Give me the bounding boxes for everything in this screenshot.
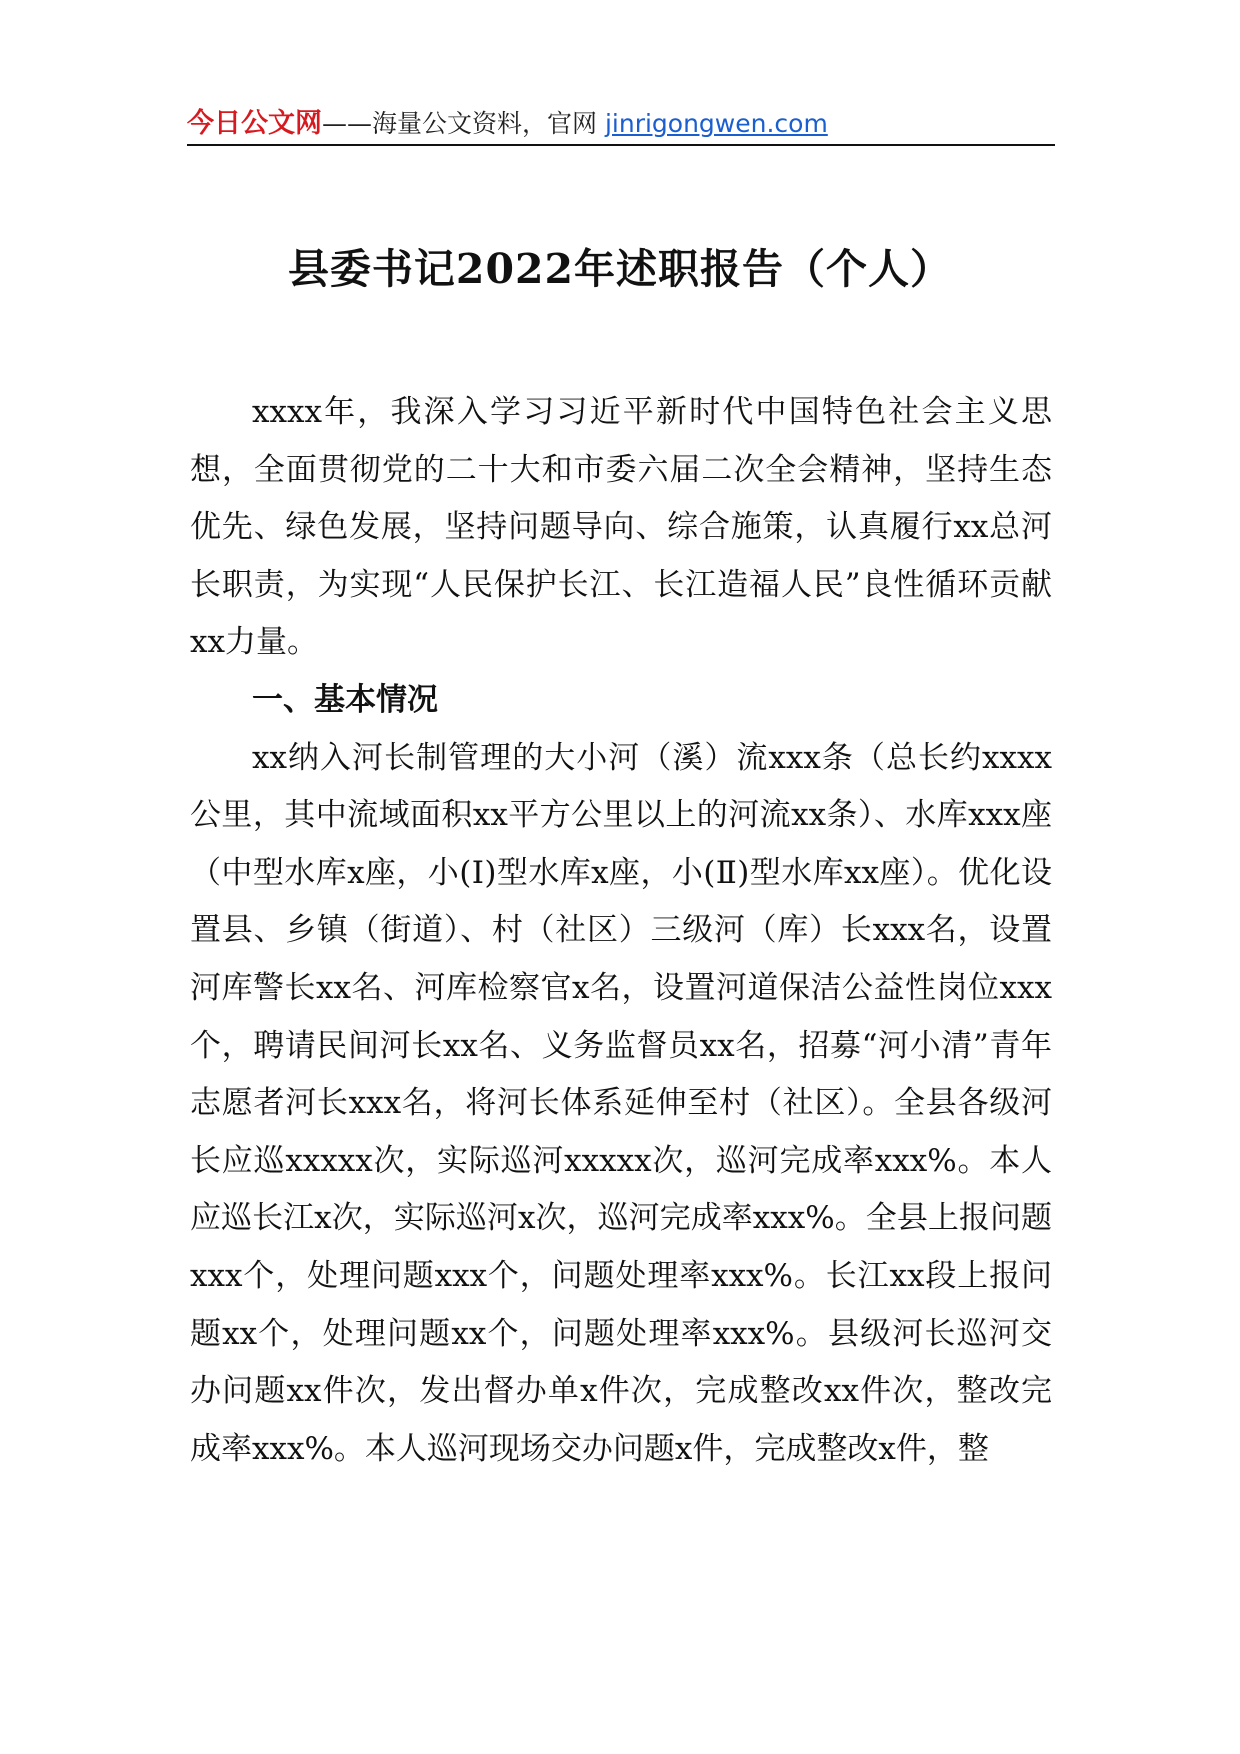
intro-paragraph: xxxx年，我深入学习习近平新时代中国特色社会主义思想，全面贯彻党的二十大和市委六届二次全会精神，坚持生态优先、绿色发展，坚持问题导向、综合施策，认真履行xx总河长职责，为实现“人民保护长江、长江造福人民”良性循环贡献xx力量。 xyxy=(190,394,1052,661)
section-heading-basic-situation: 一、基本情况 xyxy=(252,681,438,718)
website-link[interactable]: jinrigongwen.com xyxy=(604,109,828,138)
page-header xyxy=(187,104,1055,146)
document-title: 县委书记2022年述职报告（个人） xyxy=(287,245,953,293)
document-body xyxy=(190,384,1052,1478)
basic-situation-paragraph: xx纳入河长制管理的大小河（溪）流xxx条（总长约xxxx公里，其中流域面积xx平方公里以上的河流xx条）、水库xxx座（中型水库x座，小(Ⅰ)型水库x座，小(Ⅱ)型水库xx座）。优化设置县、乡镇（街道）、村（社区）三级河（库）长xxx名，设置河库警长xx名、河库检察官x名，设置河道保洁公益性岗位xxx个，聘请民间河长xx名、义务监督员xx名，招募“河小清”青年志愿者河长xxx名，将河长体系延伸至村（社区）。全县各级河长应巡xxxxx次，实际巡河xxxxx次，巡河完成率xxx%。本人应巡长江x次，实际巡河x次，巡河完成率xxx%。全县上报问题xxx个，处理问题xxx个，问题处理率xxx%。长江xx段上报问题xx个，处理问题xx个，问题处理率xxx%。县级河长巡河交办问题xx件次，发出督办单x件次，完成整改xx件次，整改完成率xxx%。本人巡河现场交办问题x件，完成整改x件，整 xyxy=(190,739,1052,1467)
header-tagline: ——海量公文资料，官网 xyxy=(322,109,605,138)
brand-name: 今日公文网 xyxy=(187,108,322,139)
